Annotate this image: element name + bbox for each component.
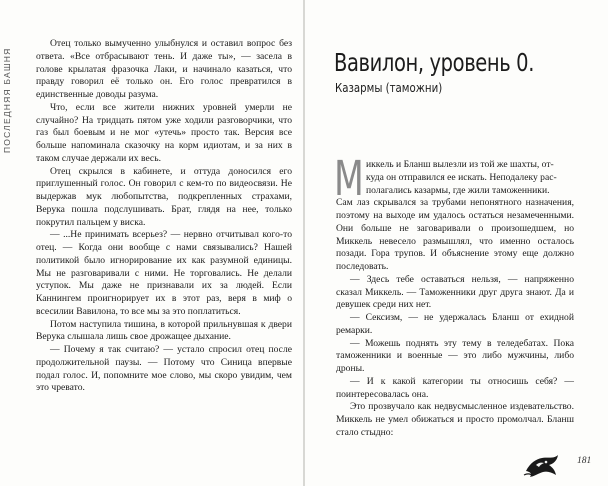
paragraph: — Здесь тебе оставаться нельзя, — напряженно сказал Миккель. — Таможенники друг друга знают. Да и девушек среди них нет. bbox=[336, 273, 574, 311]
paragraph: — Почему я так считаю? — устало спросил отец после продолжительной паузы. — Потому что Синица впервые подал голос. И, попомните мое слово, мы скоро увидим, чем это чревато. bbox=[36, 344, 292, 394]
left-page-text bbox=[36, 38, 292, 395]
paragraph: — Сексизм, — не удержалась Бланш от ехидной ремарки. bbox=[336, 312, 574, 336]
first-paragraph-line: полагались казармы, где жили таможенники. bbox=[366, 184, 550, 196]
page-number: 181 bbox=[577, 456, 592, 466]
chapter-subtitle: Казармы (таможни) bbox=[335, 81, 443, 95]
dragon-emblem-icon bbox=[522, 449, 562, 479]
paragraph: Отец скрылся в кабинете, и оттуда доносился его приглушенный голос. Он говорил с кем-то по видеосвязи. Не выдержав мук любопытства, подкрепленных страхами, Верука пошла подслушивать. Брат, глядя на нее, только покрутил пальцем у виска. bbox=[36, 165, 292, 228]
paragraph: — ...Не принимать всерьез? — нервно отчитывал кого-то отец. — Когда они вообще с нами связывались? Нашей политикой было игнорирование их как разумной единицы. Мы не разговаривали с ними. Не торговались. Не делали уступок. Мы даже не признавали их за людей. Если Каннингем проигнорирует их в этот раз, веря в миф о всесилии Вавилона, то все мы за это поплатиться. bbox=[36, 229, 292, 317]
paragraph: Отец только вымученно улыбнулся и оставил вопрос без ответа. «Все отбрасывают тень. И даже ты», — засела в голове крылатая фразочка Лаки, и начинало казаться, что правду говорил её только он. Его голос превратился в единственные доводы разума. bbox=[36, 38, 292, 100]
paragraph: — И к какой категории ты относишь себя? — поинтересовалась она. bbox=[336, 375, 574, 400]
running-head: ПОСЛЕДНЯЯ БАШНЯ bbox=[2, 48, 12, 154]
first-paragraph-rest: Сам лаз скрывался за трубами непонятного назначения, поэтому на выходе им удалось остаться незамеченными. Они больше не заговаривали о произошедшем, но Миккель невесело размышлял, что именно осталось позади. Гора трупов. И объяснение этому еще должно последовать. bbox=[336, 197, 574, 272]
first-paragraph bbox=[334, 151, 574, 274]
paragraph: — Можешь поднять эту тему в теледебатах. Пока таможенники и военные — это либо мужчины, либо дроны. bbox=[336, 337, 574, 374]
right-page-text bbox=[334, 151, 574, 440]
chapter-title: Вавилон, уровень 0. bbox=[334, 48, 535, 77]
first-paragraph-line: куда он отправился ее искать. Неподалеку рас- bbox=[366, 171, 557, 183]
drop-cap: М bbox=[334, 151, 364, 207]
paragraph: Потом наступила тишина, в которой прильнувшая к двери Верука слышала лишь свое дрожащее дыхание. bbox=[36, 318, 292, 343]
paragraph: Это прозвучало как недвусмысленное издевательство. Миккель не умел обижаться и просто промолчал. Бланш стало стыдно: bbox=[336, 401, 574, 438]
paragraph: Что, если все жители нижних уровней умерли не случайно? На тридцать пятом уже ходили разговорчики, что газ был боевым и не мог «утечь» просто так. Версия все больше напоминала сказочку на корм идиотам, и за них в таком случае держали их весь. bbox=[36, 101, 292, 164]
first-paragraph-line: иккель и Бланш вылезли из той же шахты, от- bbox=[366, 159, 554, 170]
